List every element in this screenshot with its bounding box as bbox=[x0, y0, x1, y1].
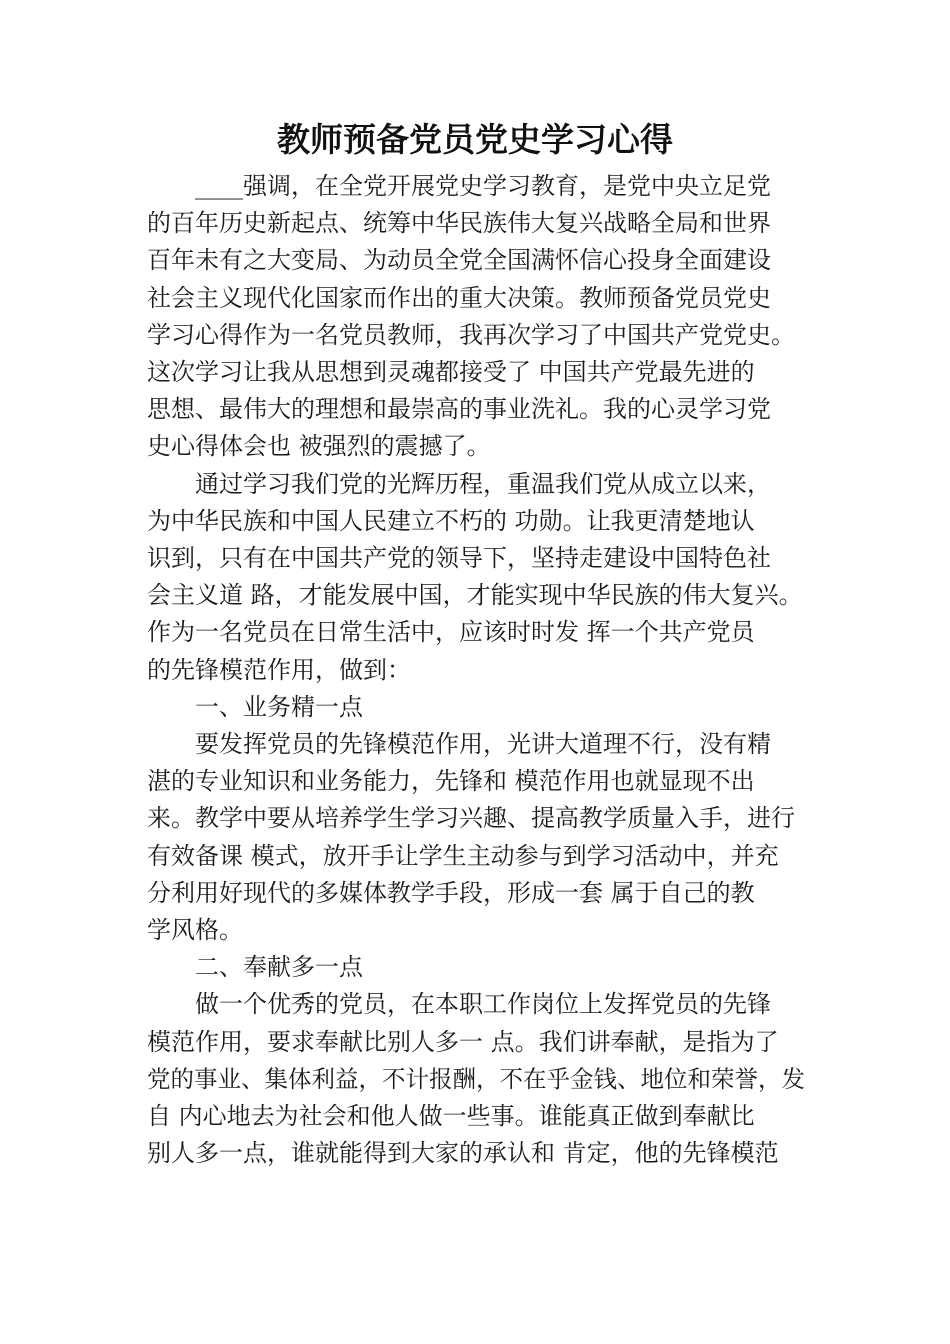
text-line: 的先锋模范作用，做到： bbox=[147, 656, 411, 684]
text-line: 会主义道 路，才能发展中国，才能实现中华民族的伟大复兴。 bbox=[147, 581, 803, 609]
text-line: 学习心得作为一名党员教师，我再次学习了中国共产党党史。 bbox=[147, 321, 795, 349]
text-line: ____强调，在全党开展党史学习教育，是党中央立足党 bbox=[147, 172, 771, 200]
text-line: 来。教学中要从培养学生学习兴趣、提高教学质量入手，进行 bbox=[147, 804, 795, 832]
text-line: 有效备课 模式，放开手让学生主动参与到学习活动中，并充 bbox=[147, 842, 779, 870]
text-line: 这次学习让我从思想到灵魂都接受了 中国共产党最先进的 bbox=[147, 358, 755, 386]
text-line: 模范作用，要求奉献比别人多一 点。我们讲奉献，是指为了 bbox=[147, 1028, 779, 1056]
text-line: 通过学习我们党的光辉历程，重温我们党从成立以来， bbox=[147, 470, 771, 498]
text-line: 要发挥党员的先锋模范作用，光讲大道理不行，没有精 bbox=[147, 730, 771, 758]
text-line: 作为一名党员在日常生活中，应该时时发 挥一个共产党员 bbox=[147, 618, 755, 646]
text-line: 思想、最伟大的理想和最崇高的事业洗礼。我的心灵学习党 bbox=[147, 395, 771, 423]
document-title: 教师预备党员党史学习心得 bbox=[277, 120, 673, 159]
text-line: 的百年历史新起点、统筹中华民族伟大复兴战略全局和世界 bbox=[147, 209, 771, 237]
text-line: 分利用好现代的多媒体教学手段，形成一套 属于自己的教 bbox=[147, 879, 755, 907]
text-line: 为中华民族和中国人民建立不朽的 功勋。让我更清楚地认 bbox=[147, 507, 755, 535]
text-line: 百年未有之大变局、为动员全党全国满怀信心投身全面建设 bbox=[147, 246, 771, 274]
text-line: 别人多一点，谁就能得到大家的承认和 肯定，他的先锋模范 bbox=[147, 1139, 779, 1167]
text-line: 湛的专业知识和业务能力，先锋和 模范作用也就显现不出 bbox=[147, 767, 755, 795]
text-line: 二、奉献多一点 bbox=[147, 953, 363, 981]
text-line: 识到，只有在中国共产党的领导下，坚持走建设中国特色社 bbox=[147, 544, 771, 572]
text-line: 一、业务精一点 bbox=[147, 693, 363, 721]
text-line: 学风格。 bbox=[147, 916, 243, 944]
text-line: 史心得体会也 被强烈的震撼了。 bbox=[147, 432, 491, 460]
text-line: 社会主义现代化国家而作出的重大决策。教师预备党员党史 bbox=[147, 284, 771, 312]
text-line: 做一个优秀的党员，在本职工作岗位上发挥党员的先锋 bbox=[147, 990, 771, 1018]
text-line: 党的事业、集体利益，不计报酬，不在乎金钱、地位和荣誉，发 bbox=[147, 1065, 805, 1093]
text-line: 自 内心地去为社会和他人做一些事。谁能真正做到奉献比 bbox=[147, 1102, 755, 1130]
